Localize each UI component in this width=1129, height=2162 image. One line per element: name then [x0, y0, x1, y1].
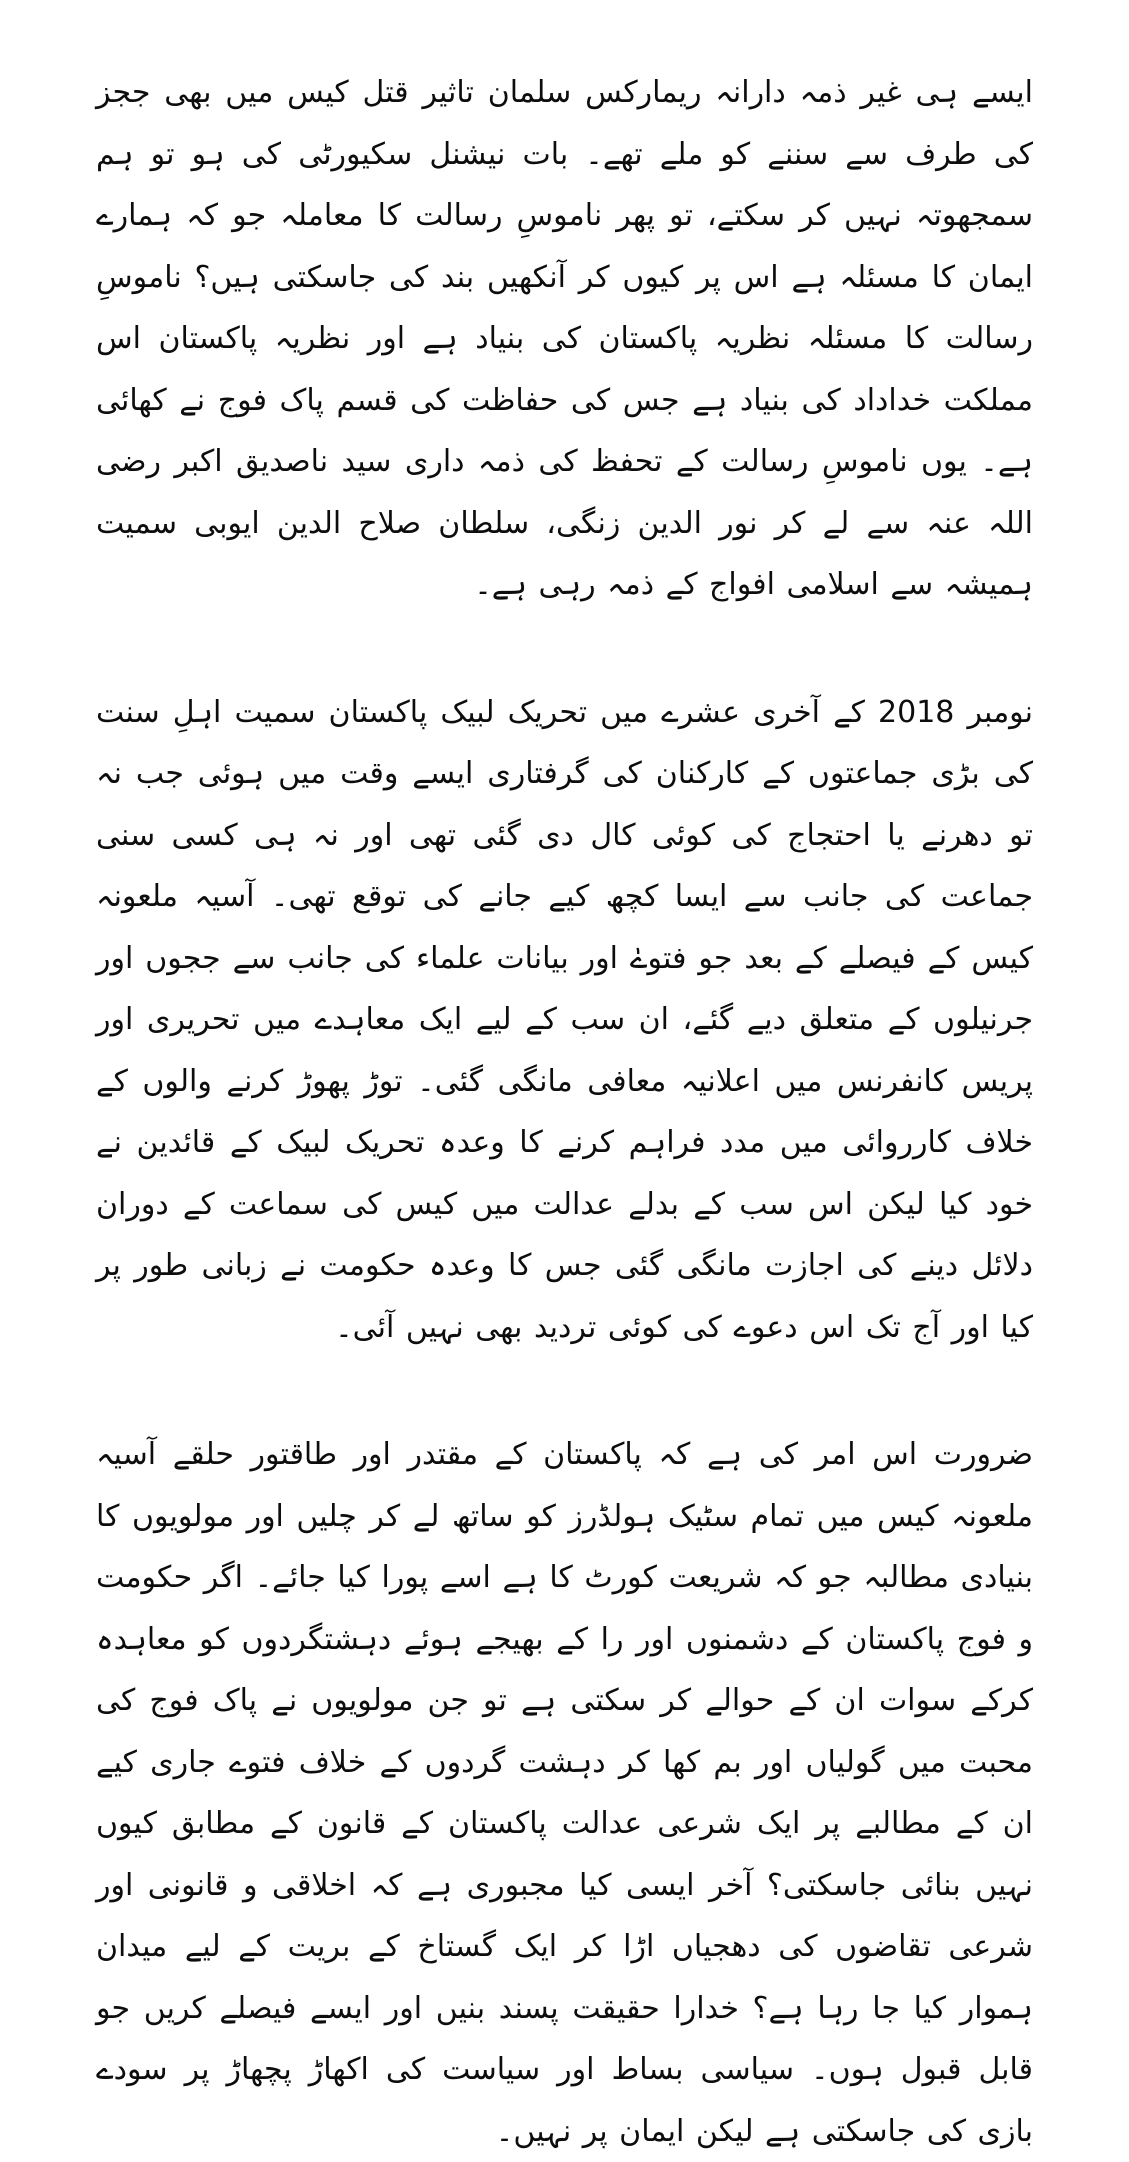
paragraph-3: ضرورت اس امر کی ہے کہ پاکستان کے مقتدر اور طاقتور حلقے آسیہ ملعونہ کیس میں تمام سٹیک ہولڈرز کو ساتھ لے کر چلیں اور مولویوں کا بنیادی مطالبہ جو کہ شریعت کورٹ کا ہے اسے پورا کیا جائے۔ اگر حکومت و فوج پاکستان کے دشمنوں اور را کے بھیجے ہوئے دہشتگردوں کو معاہدہ کرکے سوات ان کے حوالے کر سکتی ہے تو جن مولویوں نے پاک فوج کی محبت میں گولیاں اور بم کھا کر دہشت گردوں کے خلاف فتوے جاری کیے ان کے مطالبے پر ایک شرعی عدالت پاکستان کے قانون کے مطابق کیوں نہیں بنائی جاسکتی؟ آخر ایسی کیا مجبوری ہے کہ اخلاقی و قانونی اور شرعی تقاضوں کی دھجیاں اڑا کر ایک گستاخ کے بریت کے لیے میدان ہموار کیا جا رہا ہے؟ خدارا حقیقت پسند بنیں اور ایسے فیصلے کریں جو قابل قبول ہوں۔ سیاسی بساط اور سیاست کی اکھاڑ پچھاڑ پر سودے بازی کی جاسکتی ہے لیکن ایمان پر نہیں۔	[96, 1437, 1033, 2149]
paragraph-2: نومبر 2018 کے آخری عشرے میں تحریک لبیک پاکستان سمیت اہلِ سنت کی بڑی جماعتوں کے کارکنان کی گرفتاری ایسے وقت میں ہوئی جب نہ تو دھرنے یا احتجاج کی کوئی کال دی گئی تھی اور نہ ہی کسی سنی جماعت کی جانب سے ایسا کچھ کیے جانے کی توقع تھی۔ آسیہ ملعونہ کیس کے فیصلے کے بعد جو فتوےٰ اور بیانات علماء کی جانب سے ججوں اور جرنیلوں کے متعلق دیے گئے، ان سب کے لیے ایک معاہدے میں تحریری اور پریس کانفرنس میں اعلانیہ معافی مانگی گئی۔ توڑ پھوڑ کرنے والوں کے خلاف کارروائی میں مدد فراہم کرنے کا وعدہ تحریک لبیک کے قائدین نے خود کیا لیکن اس سب کے بدلے عدالت میں کیس کی سماعت کے دوران دلائل دینے کی اجازت مانگی گئی جس کا وعدہ حکومت نے زبانی طور پر کیا اور آج تک اس دعوے کی کوئی تردید بھی نہیں آئی۔	[96, 694, 1034, 1345]
paragraph-1: ایسے ہی غیر ذمہ دارانہ ریمارکس سلمان تاثیر قتل کیس میں بھی ججز کی طرف سے سننے کو ملے تھے۔ بات نیشنل سکیورٹی کی ہو تو ہم سمجھوتہ نہیں کر سکتے، تو پھر ناموسِ رسالت کا معاملہ جو کہ ہمارے ایمان کا مسئلہ ہے اس پر کیوں کر آنکھیں بند کی جاسکتی ہیں؟ ناموسِ رسالت کا مسئلہ نظریہ پاکستان کی بنیاد ہے اور نظریہ پاکستان اس مملکت خداداد کی بنیاد ہے جس کی حفاظت کی قسم پاک فوج نے کھائی ہے۔ یوں ناموسِ رسالت کے تحفظ کی ذمہ داری سید ناصدیق اکبر رضی اللہ عنہ سے لے کر نور الدین زنگی، سلطان صلاح الدین ایوبی سمیت ہمیشہ سے اسلامی افواج کے ذمہ رہی ہے۔	[96, 75, 1033, 602]
document-body	[96, 62, 1033, 2162]
